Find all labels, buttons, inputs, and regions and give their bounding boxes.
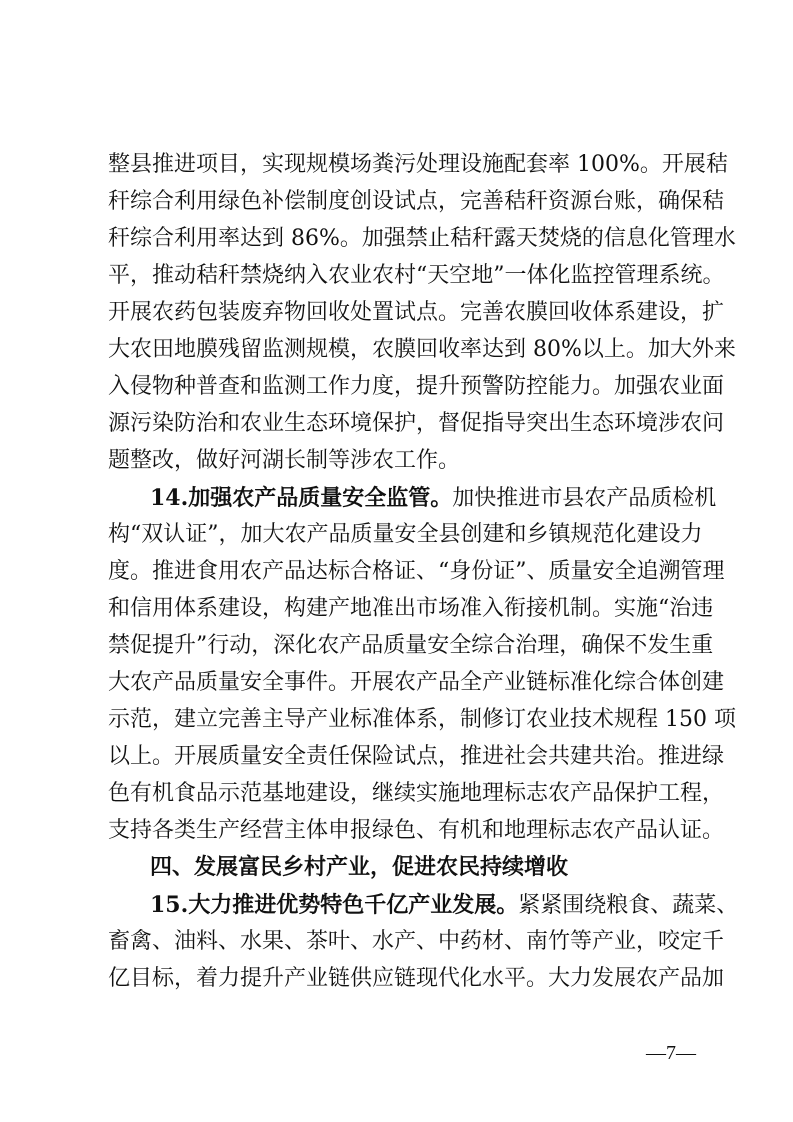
text-line: 入侵物种普查和监测工作力度，提升预警防控能力。加强农业面 bbox=[108, 374, 725, 399]
text-line: 整县推进项目，实现规模场粪污处理设施配套率 100%。开展秸 bbox=[108, 152, 728, 177]
text-line: 支持各类生产经营主体申报绿色、有机和地理标志农产品认证。 bbox=[108, 818, 725, 843]
paragraph-first-line-text: 加快推进市县农产品质检机 bbox=[452, 486, 717, 511]
text-line: 源污染防治和农业生态环境保护，督促指导突出生态环境涉农问 bbox=[108, 411, 725, 436]
text-line: 秆综合利用绿色补偿制度创设试点，完善秸秆资源台账，确保秸 bbox=[108, 189, 725, 214]
text-line: 亿目标，着力提升产业链供应链现代化水平。大力发展农产品加 bbox=[108, 966, 725, 991]
text-line: 示范，建立完善主导产业标准体系，制修订农业技术规程 150 项 bbox=[108, 707, 736, 732]
paragraph-lead-heading: 15.大力推进优势特色千亿产业发展。 bbox=[150, 892, 519, 918]
text-line: 题整改，做好河湖长制等涉农工作。 bbox=[108, 448, 461, 473]
text-line: 色有机食品示范基地建设，继续实施地理标志农产品保护工程， bbox=[108, 781, 725, 806]
text-line: 平，推动秸秆禁烧纳入农业农村“天空地”一体化监控管理系统。 bbox=[108, 263, 725, 288]
text-line: 以上。开展质量安全责任保险试点，推进社会共建共治。推进绿 bbox=[108, 744, 725, 769]
text-line: 和信用体系建设，构建产地准出市场准入衔接机制。实施“治违 bbox=[108, 596, 714, 621]
paragraph-first-line bbox=[150, 483, 717, 513]
text-line: 禁促提升”行动，深化农产品质量安全综合治理，确保不发生重 bbox=[108, 633, 714, 658]
text-line: 开展农药包装废弃物回收处置试点。完善农膜回收体系建设，扩 bbox=[108, 300, 725, 325]
paragraph-first-line bbox=[150, 890, 739, 920]
text-line: 畜禽、油料、水果、茶叶、水产、中药材、南竹等产业，咬定千 bbox=[108, 929, 725, 954]
text-line: 构“双认证”，加大农产品质量安全县创建和乡镇规范化建设力 bbox=[108, 522, 703, 547]
text-line: 大农产品质量安全事件。开展农产品全产业链标准化综合体创建 bbox=[108, 670, 725, 695]
page-number: —7— bbox=[646, 1042, 696, 1064]
text-line: 度。推进食用农产品达标合格证、“身份证”、质量安全追溯管理 bbox=[108, 559, 725, 584]
paragraph-first-line-text: 紧紧围绕粮食、蔬菜、 bbox=[518, 893, 739, 918]
section-heading: 四、发展富民乡村产业，促进农民持续增收 bbox=[150, 855, 569, 880]
text-line: 大农田地膜残留监测规模，农膜回收率达到 80%以上。加大外来 bbox=[108, 337, 736, 362]
paragraph-lead-heading: 14.加强农产品质量安全监管。 bbox=[150, 485, 453, 511]
text-line: 秆综合利用率达到 86%。加强禁止秸秆露天焚烧的信息化管理水 bbox=[108, 226, 736, 251]
